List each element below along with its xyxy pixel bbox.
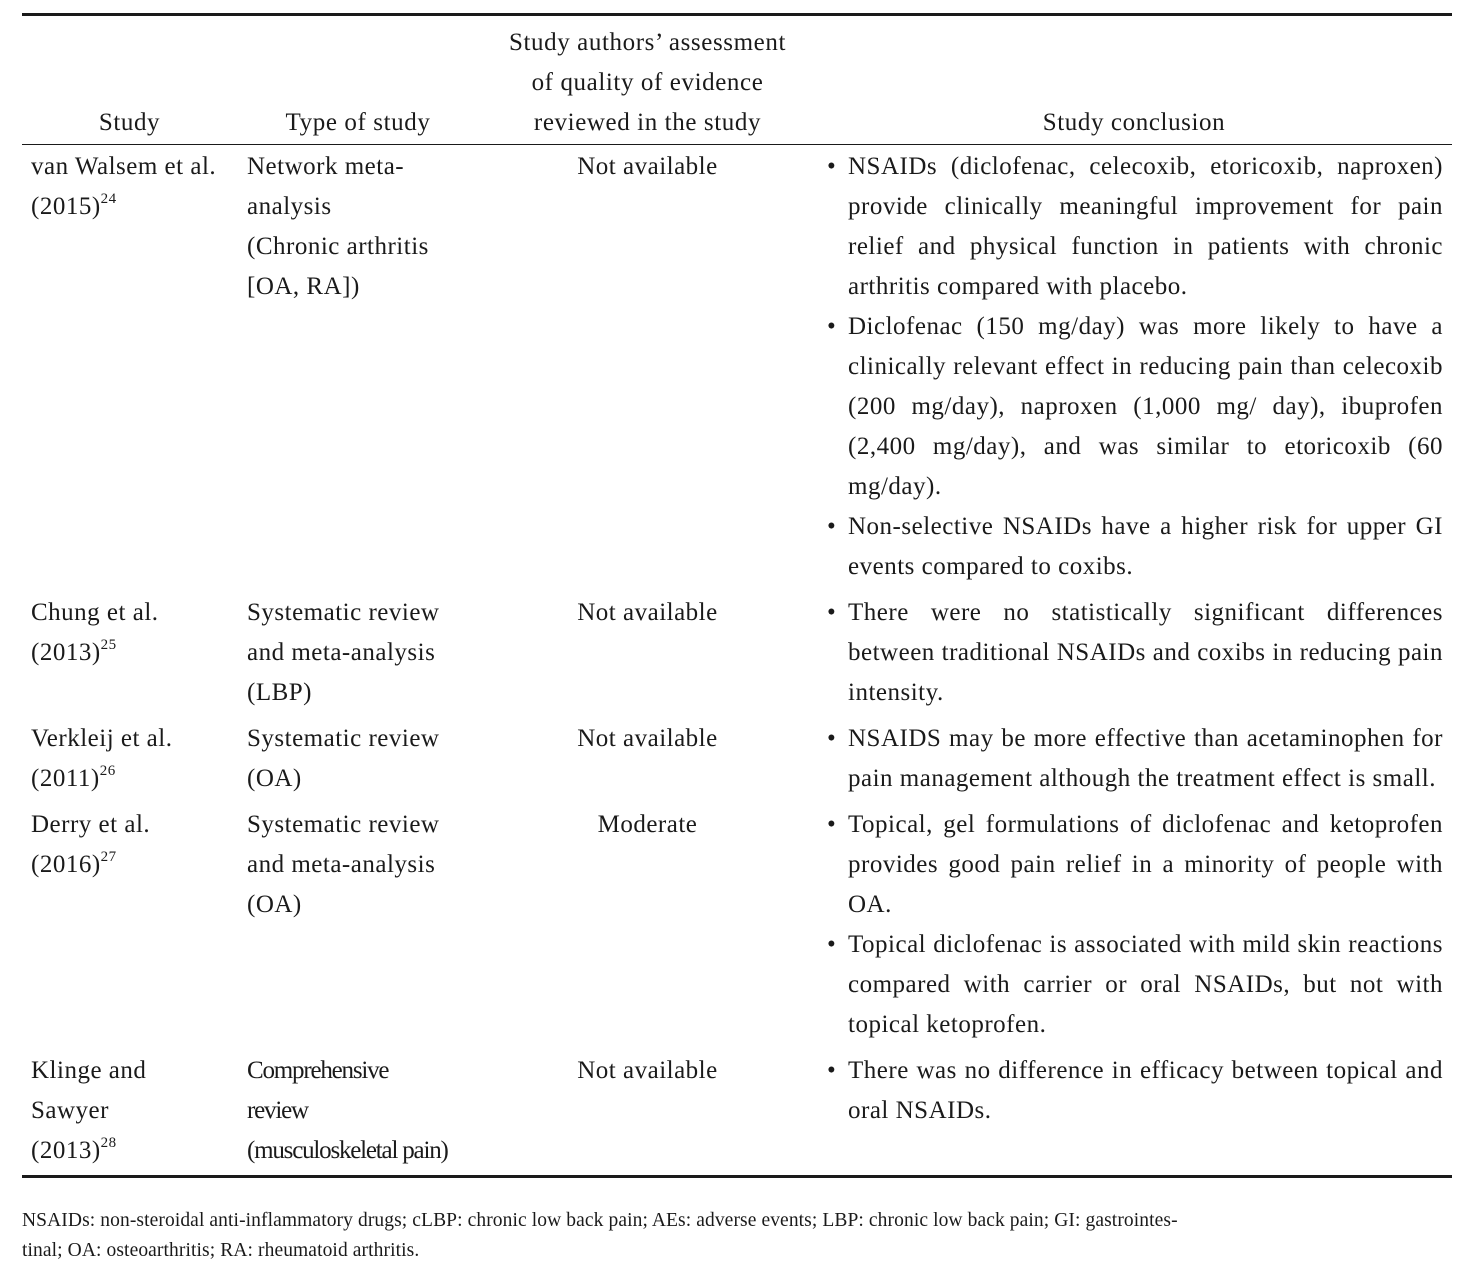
study-type-line: (LBP) — [247, 679, 312, 706]
study-type-line: Comprehensive — [247, 1057, 389, 1084]
header-type-of-study: Type of study — [237, 15, 479, 145]
study-type-line: Systematic review — [247, 811, 440, 838]
study-type-cell — [237, 717, 479, 803]
conclusion-text: Diclofenac (150 mg/day) was more likely to have a clinically relevant effect in reducing pain than celecoxib (200 mg/day), naproxen (1,000 mg/ day), ibuprofen (2,400 mg/day), and was similar to etoricoxib (60 mg/day). — [848, 313, 1443, 500]
study-type-cell — [237, 1049, 479, 1177]
conclusion-item — [816, 507, 1443, 587]
study-name: Chung et al. — [31, 599, 159, 626]
study-cell — [22, 591, 237, 717]
study-type-line: Systematic review — [247, 599, 440, 626]
evidence-summary-table — [22, 13, 1452, 1178]
bullet-icon: • — [827, 313, 837, 340]
study-type-line: Systematic review — [247, 725, 440, 752]
reference-number: 25 — [100, 636, 117, 653]
conclusion-item — [816, 925, 1443, 1045]
conclusion-cell — [816, 145, 1452, 592]
conclusion-text: NSAIDs (diclofenac, celecoxib, etoricoxib, naproxen) provide clinically meaningful improvement for pain relief and physical function in patients with chronic arthritis compared with placebo. — [848, 153, 1443, 300]
study-type-line: [OA, RA]) — [247, 273, 360, 300]
conclusion-cell — [816, 803, 1452, 1049]
conclusion-item — [816, 593, 1443, 713]
bullet-icon: • — [827, 599, 837, 626]
study-cell — [22, 803, 237, 1049]
bullet-icon: • — [827, 513, 837, 540]
study-type-line: and meta-analysis — [247, 639, 436, 666]
study-year: (2011) — [31, 765, 100, 792]
conclusion-item — [816, 1051, 1443, 1131]
study-type-line: (OA) — [247, 891, 302, 918]
conclusion-item — [816, 719, 1443, 799]
quality-cell: Not available — [577, 599, 718, 626]
study-type-line: Network meta- — [247, 153, 405, 180]
study-type-line: analysis — [247, 193, 332, 220]
study-type-line: and meta-analysis — [247, 851, 436, 878]
conclusion-list — [816, 805, 1443, 1045]
header-quality-line-1: Study authors’ assessment — [508, 29, 786, 56]
study-name: van Walsem et al. — [31, 153, 217, 180]
conclusion-cell — [816, 591, 1452, 717]
conclusion-item — [816, 147, 1443, 307]
bullet-icon: • — [827, 931, 837, 958]
bullet-icon: • — [827, 811, 837, 838]
table-body — [22, 145, 1452, 1177]
conclusion-list — [816, 719, 1443, 799]
study-type-cell — [237, 591, 479, 717]
bullet-icon: • — [827, 725, 837, 752]
table-row — [22, 803, 1452, 1049]
study-type-cell — [237, 145, 479, 592]
study-name: Verkleij et al. — [31, 725, 173, 752]
conclusion-text: There was no difference in efficacy between topical and oral NSAIDs. — [848, 1057, 1443, 1124]
table-row — [22, 145, 1452, 592]
conclusion-text: Topical diclofenac is associated with mild skin reactions compared with carrier or oral NSAIDs, but not with topical ketoprofen. — [848, 931, 1443, 1038]
reference-number: 24 — [100, 190, 117, 207]
reference-number: 28 — [100, 1134, 117, 1151]
reference-number: 27 — [100, 848, 117, 865]
study-name: Sawyer — [31, 1097, 109, 1124]
table-row — [22, 1049, 1452, 1177]
study-type-line: (musculoskeletal pain) — [247, 1137, 448, 1164]
conclusion-text: Topical, gel formulations of diclofenac and ketoprofen provides good pain relief in a minority of people with OA. — [848, 811, 1443, 918]
quality-cell: Moderate — [597, 811, 698, 838]
study-year: (2015) — [31, 193, 101, 220]
footnote-line-1: NSAIDs: non-steroidal anti-inflammatory drugs; cLBP: chronic low back pain; AEs: adverse events; LBP: chronic low back pain; GI: gastrointes- — [22, 1210, 1178, 1231]
bullet-icon: • — [827, 153, 837, 180]
header-study: Study — [22, 15, 237, 145]
header-quality-line-3: reviewed in the study — [533, 109, 762, 136]
table-footnote — [22, 1206, 1454, 1266]
reference-number: 26 — [99, 762, 116, 779]
study-cell — [22, 145, 237, 592]
conclusion-list — [816, 593, 1443, 713]
study-name: Klinge and — [31, 1057, 147, 1084]
table-row — [22, 591, 1452, 717]
study-cell — [22, 717, 237, 803]
study-type-line: review — [247, 1097, 308, 1124]
quality-cell: Not available — [577, 725, 718, 752]
quality-cell: Not available — [577, 153, 718, 180]
study-cell — [22, 1049, 237, 1177]
study-year: (2013) — [31, 639, 101, 666]
conclusion-item — [816, 805, 1443, 925]
conclusion-cell — [816, 717, 1452, 803]
study-year: (2016) — [31, 851, 101, 878]
conclusion-item — [816, 307, 1443, 507]
header-quality-of-evidence — [479, 15, 816, 145]
conclusion-cell — [816, 1049, 1452, 1177]
header-study-conclusion: Study conclusion — [816, 15, 1452, 145]
conclusion-list — [816, 147, 1443, 587]
conclusion-text: Non-selective NSAIDs have a higher risk for upper GI events compared to coxibs. — [848, 513, 1443, 580]
conclusion-list — [816, 1051, 1443, 1131]
table-row — [22, 717, 1452, 803]
study-year: (2013) — [31, 1137, 101, 1164]
table-header — [22, 15, 1452, 145]
conclusion-text: NSAIDS may be more effective than acetaminophen for pain management although the treatment effect is small. — [848, 725, 1443, 792]
quality-cell: Not available — [577, 1057, 718, 1084]
conclusion-text: There were no statistically significant differences between traditional NSAIDs and coxibs in reducing pain intensity. — [848, 599, 1443, 706]
bullet-icon: • — [827, 1057, 837, 1084]
footnote-line-2: tinal; OA: osteoarthritis; RA: rheumatoid arthritis. — [22, 1240, 420, 1261]
header-quality-line-2: of quality of evidence — [531, 69, 764, 96]
study-type-line: (Chronic arthritis — [247, 233, 429, 260]
study-type-cell — [237, 803, 479, 1049]
study-name: Derry et al. — [31, 811, 151, 838]
study-type-line: (OA) — [247, 765, 302, 792]
